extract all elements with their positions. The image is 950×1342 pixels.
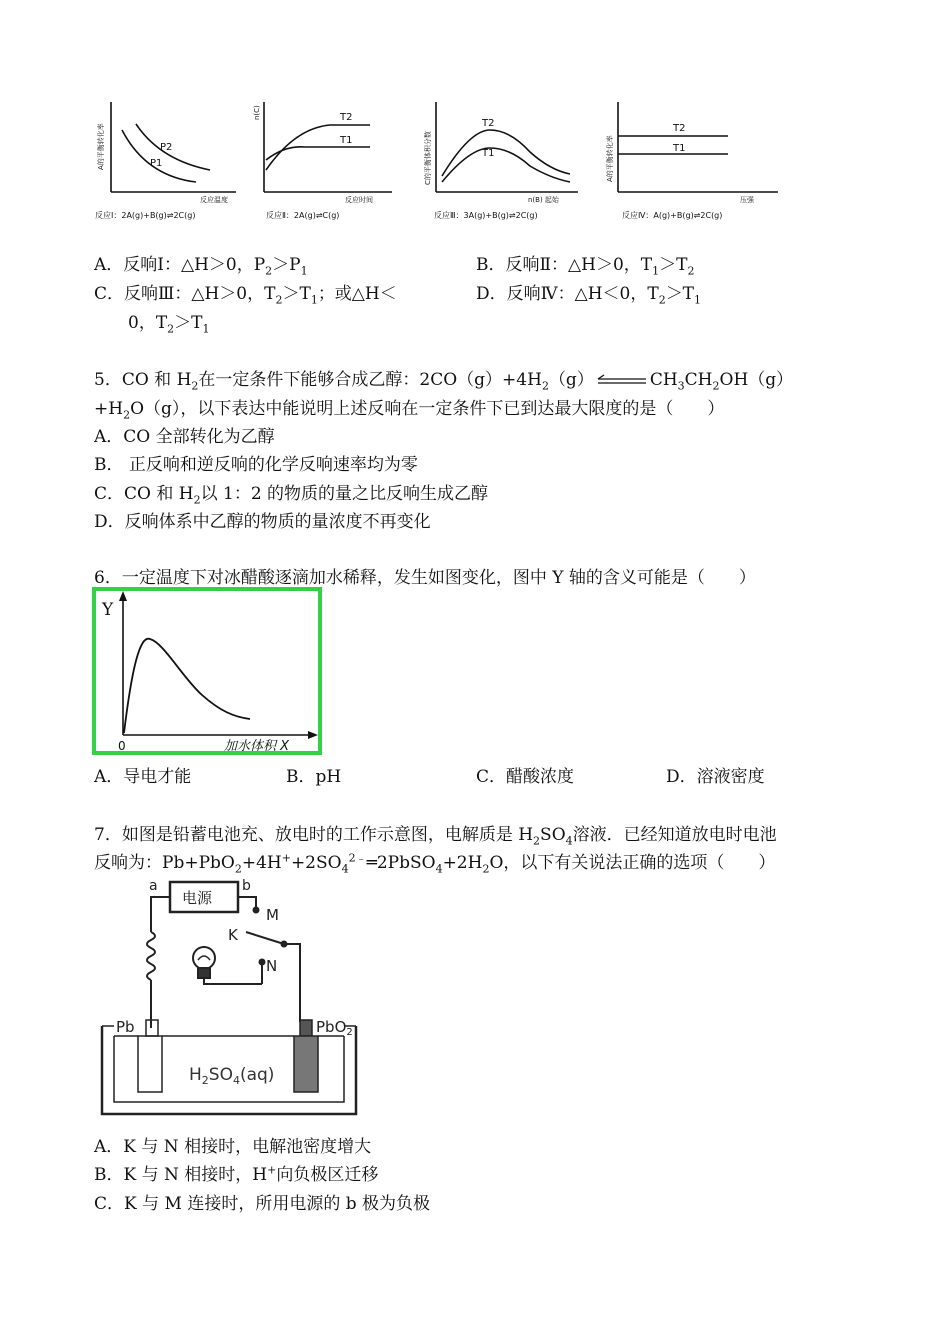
graph-4: [605, 102, 778, 220]
q7-circuit-diagram: [94, 872, 384, 1122]
pbo2-label: PbO$_2$: [316, 1018, 353, 1038]
graph-4-label-t1: T1: [673, 143, 686, 154]
graph-2-label-t2: T2: [340, 112, 353, 123]
q6-option-d[interactable]: D．溶液密度: [666, 767, 765, 787]
switch-k: [246, 932, 284, 944]
graph-4-xlabel: 压强: [740, 196, 754, 204]
graph-2-curve-t1: [266, 147, 370, 160]
graph-1-label-p2: P2: [160, 142, 173, 153]
pb-label: Pb: [116, 1018, 135, 1036]
q5-option-d[interactable]: D．反响体系中乙醇的物质的量浓度不再变化: [94, 512, 431, 532]
q7-option-b[interactable]: B．K 与 N 相接时，H+向负极区迁移: [94, 1163, 379, 1185]
q4-option-a-label: A．: [94, 255, 124, 275]
q4-option-d[interactable]: D．反响Ⅳ：△H＜0，$T_2>T_1$: [476, 284, 702, 307]
q4-option-c[interactable]: C．反响Ⅲ：△H＞0，$T_2>T_1$；或△H＜: [94, 284, 397, 307]
graph-2-caption: 反应Ⅱ：2A(g)⇌C(g): [266, 211, 340, 220]
terminal-m-label: M: [266, 906, 279, 924]
q7-stem-line1: 7．如图是铅蓄电池充、放电时的工作示意图，电解质是 $H_2SO_4$溶液．已经知道放电时电池: [94, 825, 777, 848]
graph-4-label-t2: T2: [673, 123, 686, 134]
graph-1-label-p1: P1: [150, 158, 163, 169]
q6-option-c[interactable]: C．醋酸浓度: [476, 767, 575, 787]
q7-option-c[interactable]: C．K 与 M 连接时，所用电源的 b 极为负极: [94, 1194, 431, 1214]
terminal-b-label: b: [242, 878, 251, 894]
q7-stem-line2: 反响为：$Pb+PbO_2+4H^++2SO_4^{2﹣}═2PbSO_4+2H_2O$，以下有关说法正确的选项（ ）: [94, 851, 776, 876]
graph-2: [253, 102, 392, 220]
terminal-a-label: a: [149, 878, 158, 894]
graph-3-caption: 反应Ⅲ：3A(g)+B(g)⇌2C(g): [434, 211, 538, 220]
graph-3-xlabel: n(B) 起始: [528, 196, 559, 204]
q5-option-a[interactable]: A．CO 全部转化为乙醇: [94, 427, 275, 447]
graph-1-curve-p1: [122, 130, 196, 182]
q4-option-c-label: C．: [94, 284, 125, 304]
graph-3-curve-t1: [442, 148, 570, 182]
q6-curve: [124, 639, 250, 733]
pbo2-electrode: [294, 1036, 318, 1092]
q6-y-label: Y: [102, 600, 114, 620]
q5-option-c[interactable]: C．CO 和 $H_2$以 1：2 的物质的量之比反响生成乙醇: [94, 484, 489, 507]
q4-option-a[interactable]: A．反响Ⅰ：△H＞0，$P_2>P_1$: [94, 255, 308, 278]
q6-option-a[interactable]: A．导电才能: [94, 767, 192, 787]
q6-stem: 6．一定温度下对冰醋酸逐滴加水稀释，发生如图变化，图中 Y 轴的含义可能是（ ）: [94, 568, 756, 588]
graph-2-ylabel: n(C): [253, 105, 261, 120]
equilibrium-arrow-icon: [596, 374, 648, 388]
q6-origin: 0: [118, 739, 126, 753]
q5-option-b[interactable]: B． 正反响和逆反响的化学反响速率均为零: [94, 455, 418, 475]
bulb-icon: [193, 947, 215, 969]
q7-option-a[interactable]: A．K 与 N 相接时，电解池密度增大: [94, 1137, 372, 1157]
q6-option-b[interactable]: B．pH: [286, 767, 342, 787]
graph-1-curve-p2: [136, 124, 210, 170]
terminal-n-label: N: [266, 957, 278, 975]
graph-1: [95, 102, 236, 220]
graph-1-xlabel: 反应温度: [200, 196, 228, 204]
pb-electrode: [138, 1036, 162, 1092]
q5-stem-line1: 5．CO 和 $H_2$在一定条件下能够合成乙醇：$2CO(g)+4H_2(g)$ $CH_3CH_2OH(g)$: [94, 370, 794, 393]
graph-1-ylabel: A的平衡转化率: [97, 123, 105, 170]
graph-3: [423, 102, 578, 220]
electrolyte-label: $H_2SO_4(aq)$: [189, 1065, 275, 1087]
graph-3-ylabel: C的平衡体积分数: [424, 131, 432, 185]
q4-option-b[interactable]: B．反响Ⅱ：△H＞0，$T_1>T_2$: [476, 255, 695, 278]
switch-k-label: K: [228, 926, 238, 944]
graph-4-caption: 反应Ⅳ：A(g)+B(g)⇌2C(g): [622, 211, 723, 220]
graph-1-caption: 反应Ⅰ：2A(g)+B(g)⇌2C(g): [95, 211, 196, 220]
graph-3-curve-t2: [442, 130, 570, 176]
q6-graph: [92, 587, 324, 757]
graph-3-label-t2: T2: [482, 118, 495, 129]
q4-option-d-label: D．: [476, 284, 507, 304]
graph-4-ylabel: A的平衡转化率: [606, 135, 614, 182]
q6-x-label: 加水体积 X: [224, 739, 290, 754]
graph-3-label-t1: T1: [482, 148, 495, 159]
q4-option-c-line2: 0，$T_2>T_1$: [128, 313, 210, 336]
resistor-icon: [147, 932, 155, 980]
q4-option-b-label: B．: [476, 255, 506, 275]
power-label: 电源: [182, 889, 213, 907]
graph-2-xlabel: 反应时间: [345, 196, 373, 204]
graph-2-label-t1: T1: [340, 135, 353, 146]
q5-stem-line2: $+H_2O(g)$，以下表达中能说明上述反响在一定条件下已到达最大限度的是（ ）: [94, 399, 725, 422]
